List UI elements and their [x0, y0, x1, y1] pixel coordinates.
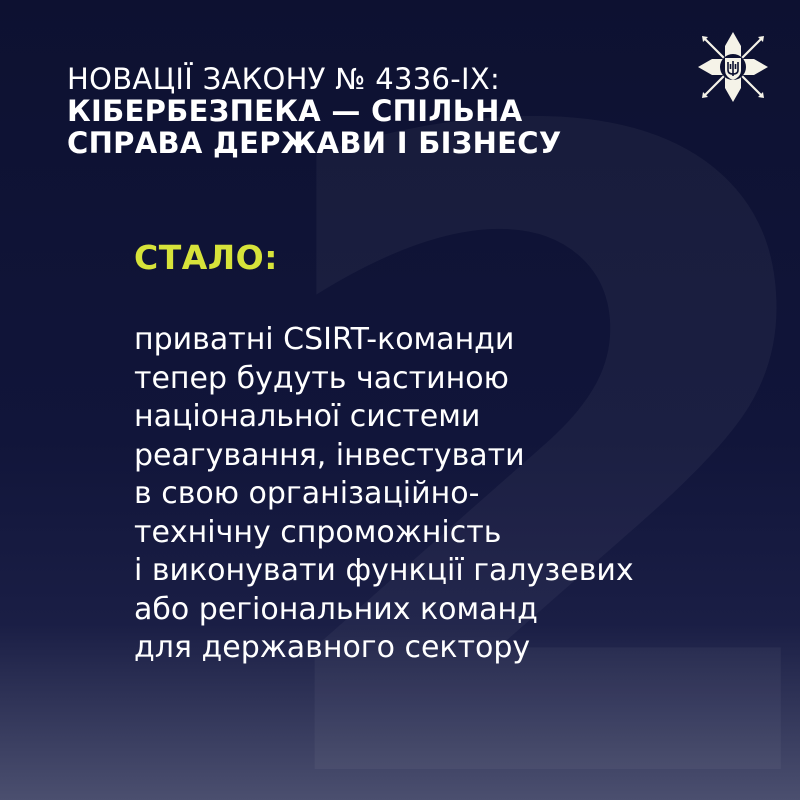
headline-line-1: НОВАЦІЇ ЗАКОНУ № 4336-IX:: [67, 62, 501, 96]
body-line: національної системи: [134, 399, 481, 434]
headline: [67, 63, 667, 159]
body-line: для державного сектору: [134, 630, 531, 665]
body-line: і виконувати функції галузевих: [134, 553, 634, 588]
body-line: приватні CSIRT-команди: [134, 322, 515, 357]
headline-line-3: СПРАВА ДЕРЖАВИ І БІЗНЕСУ: [67, 126, 562, 160]
body-line: технічну спроможність: [134, 514, 502, 550]
headline-line-2: КІБЕРБЕЗПЕКА — СПІЛЬНА: [67, 94, 523, 128]
body-text: [134, 321, 734, 668]
body-line: тепер будуть частиною: [134, 360, 509, 396]
ssscip-emblem-icon: [694, 28, 772, 106]
body-line: або регіональних команд: [134, 591, 538, 627]
body-line: в свою організаційно-: [134, 476, 480, 511]
body-line: реагування, інвестувати: [134, 437, 525, 473]
section-label: СТАЛО:: [134, 238, 278, 277]
